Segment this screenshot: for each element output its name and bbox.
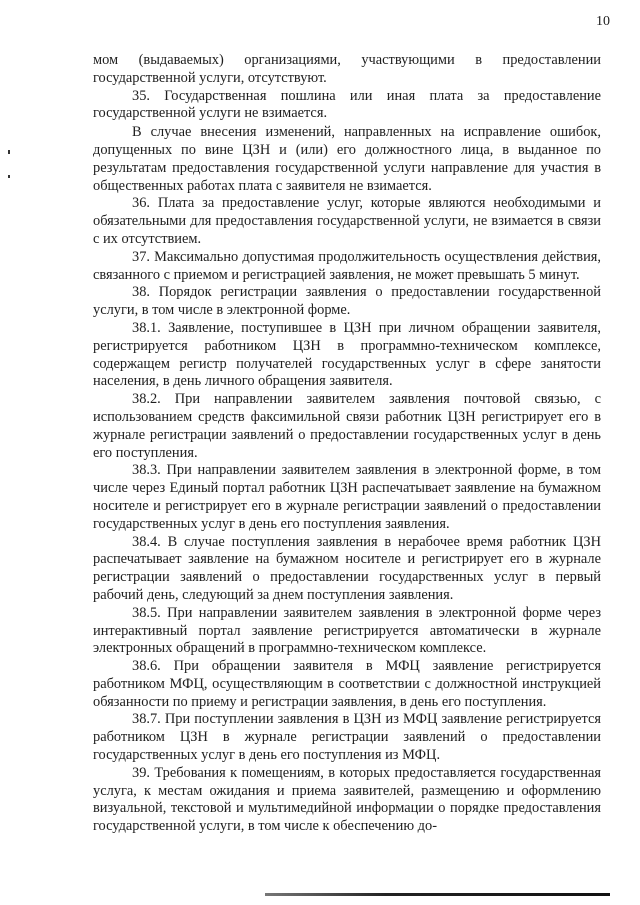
paragraph-38-4: 38.4. В случае поступления заявления в нерабочее время работник ЦЗН распечатывает заявление на бумажном носителе и регистрирует его в журнале регистрации заявлений о предоставлении государственных услуг в первый рабочий день, следующий за днем поступления заявления.: [93, 533, 601, 603]
paragraph-38-1: 38.1. Заявление, поступившее в ЦЗН при личном обращении заявителя, регистрируется работником ЦЗН в программно-техническом комплексе, содержащем регистр получателей государственных услуг в сфере занятости населения, в день личного обращения заявителя.: [93, 319, 601, 390]
paragraph-38-2: 38.2. При направлении заявителем заявления почтовой связью, с использованием средств факсимильной связи работник ЦЗН регистрирует его в журнале регистрации заявлений о предоставлении государственных услуг в день его поступления.: [93, 391, 601, 461]
document-body: [93, 52, 601, 836]
scan-bottom-line: [265, 893, 610, 896]
paragraph-35: 35. Государственная пошлина или иная плата за предоставление государственной услуги не взимается.: [93, 87, 601, 122]
paragraph-36: 36. Плата за предоставление услуг, которые являются необходимыми и обязательными для предоставления государственной услуги, не взимается в связи с их отсутствием.: [93, 195, 601, 247]
paragraph-38-6: 38.6. При обращении заявителя в МФЦ заявление регистрируется работником МФЦ, осуществляющим в соответствии с должностной инструкцией обязанности по приему и регистрации заявления, в день его поступления.: [93, 658, 601, 710]
page-number: 10: [596, 14, 610, 29]
scan-edge-mark: [8, 175, 10, 178]
paragraph-continuation: мом (выдаваемых) организациями, участвующими в предоставлении государственной услуги, отсутствуют.: [93, 52, 601, 86]
paragraph-39: 39. Требования к помещениям, в которых предоставляется государственная услуга, к местам ожидания и приема заявителей, размещению и оформлению визуальной, текстовой и мультимедийной информации о порядке предоставления государственной услуги, в том числе к обеспечению до-: [93, 764, 601, 835]
paragraph-35-note: В случае внесения изменений, направленных на исправление ошибок, допущенных по вине ЦЗН и (или) его должностного лица, в выданное по результатам предоставления государственной услуги направление для участия в общественных работах плата с заявителя не взимается.: [93, 124, 601, 194]
paragraph-38-3: 38.3. При направлении заявителем заявления в электронной форме, в том числе через Единый портал работник ЦЗН распечатывает заявление на бумажном носителе и регистрирует его в журнале регистрации заявлений о предоставлении государственных услуг в день его поступления заявления.: [93, 462, 601, 532]
paragraph-38: 38. Порядок регистрации заявления о предоставлении государственной услуги, в том числе в электронной форме.: [93, 284, 601, 319]
scan-edge-mark: [8, 150, 10, 154]
paragraph-38-5: 38.5. При направлении заявителем заявления в электронной форме через интерактивный портал заявление регистрируется автоматически в журнале электронных обращений в программно-техническом комплексе.: [93, 604, 601, 657]
paragraph-38-7: 38.7. При поступлении заявления в ЦЗН из МФЦ заявление регистрируется работником ЦЗН в журнале регистрации заявлений о предоставлении государственных услуг в день его поступления из МФЦ.: [93, 711, 601, 764]
paragraph-37: 37. Максимально допустимая продолжительность осуществления действия, связанного с приемом и регистрацией заявления, не может превышать 5 минут.: [93, 248, 601, 283]
